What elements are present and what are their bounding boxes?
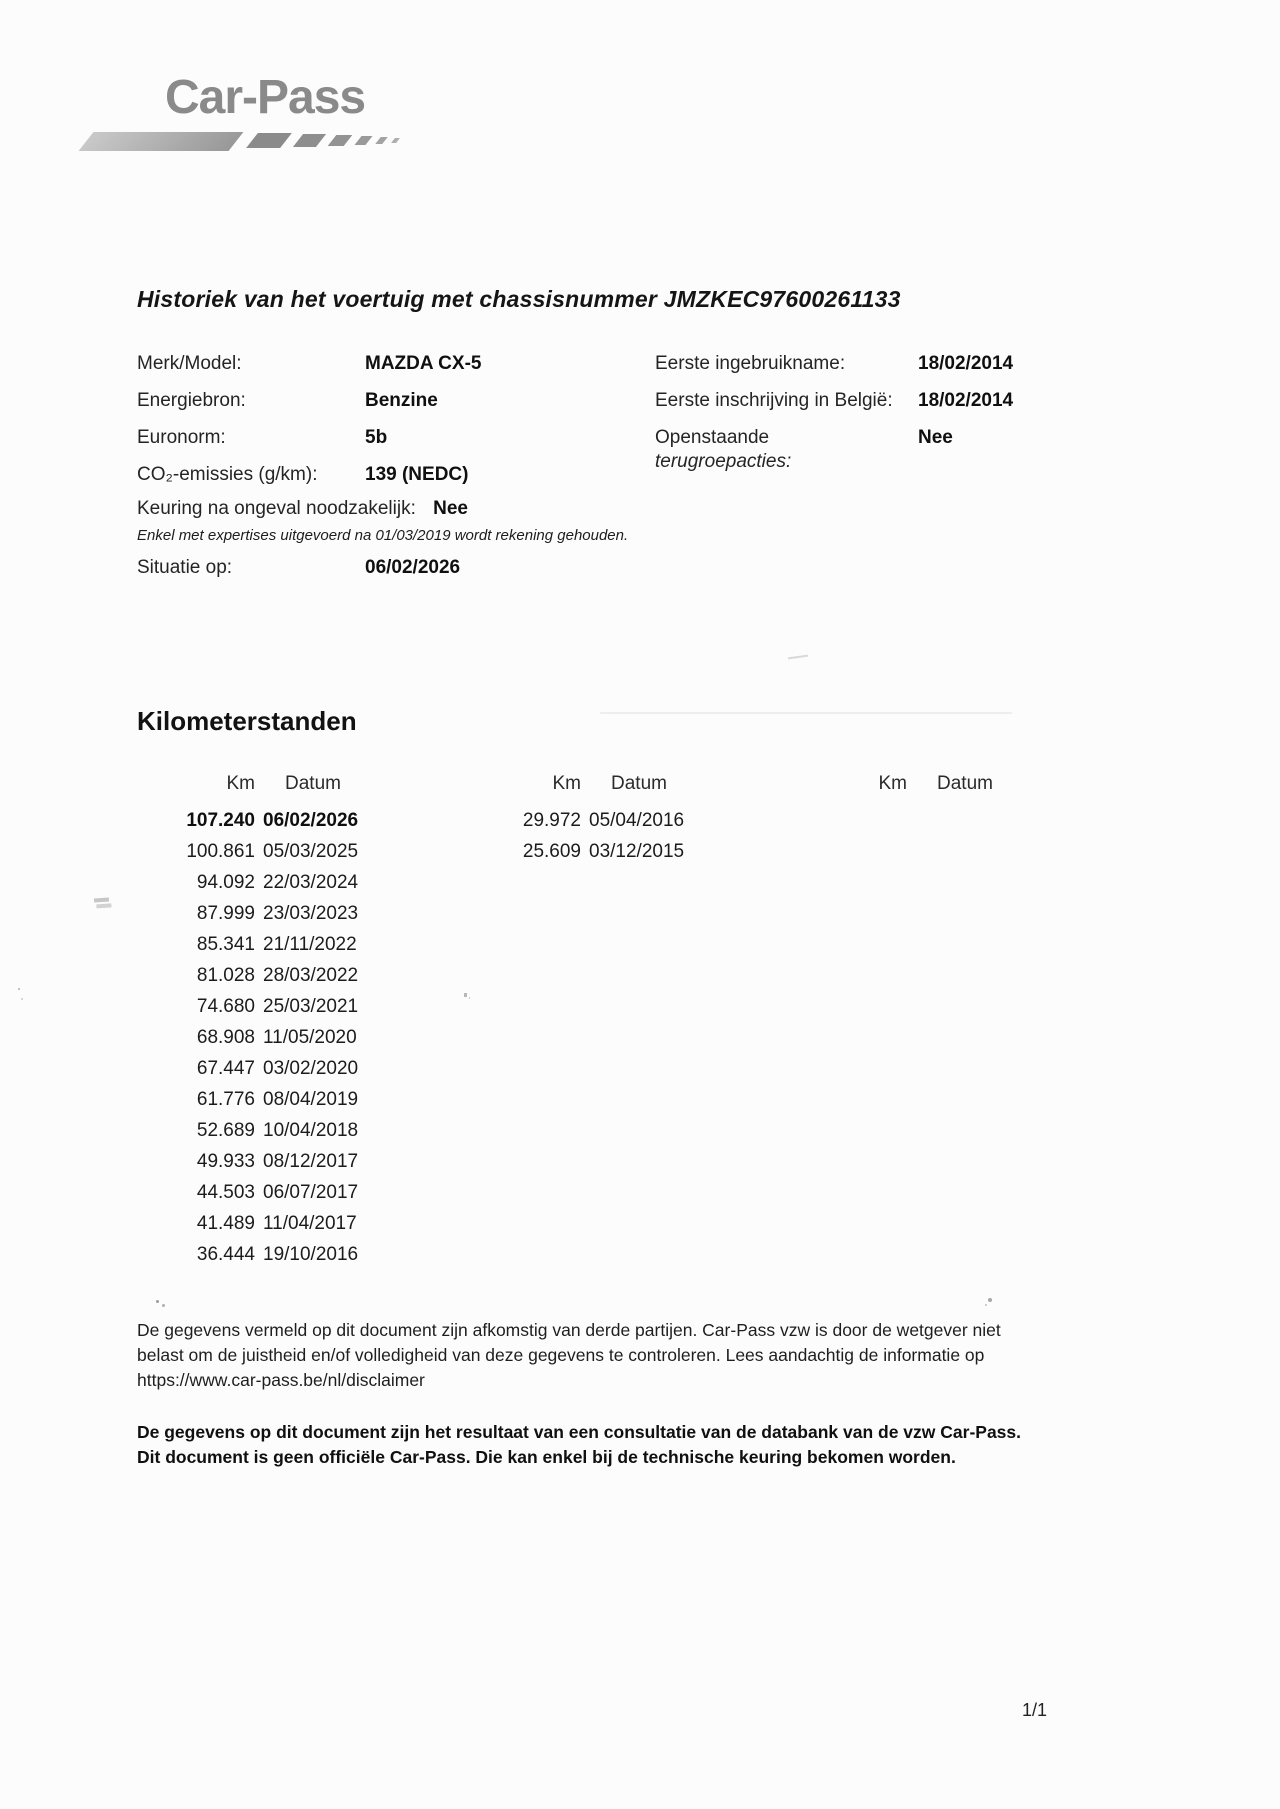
km-date: 08/04/2019	[263, 1089, 359, 1110]
carpass-swoosh-icon	[86, 132, 398, 154]
result-note-line1: De gegevens op dit document zijn het resultaat van een consultatie van de databank van de vzw Car-Pass.	[137, 1422, 1021, 1442]
km-date: 05/04/2016	[589, 810, 685, 831]
carpass-logo	[86, 70, 398, 154]
km-value: 67.447	[196, 1058, 255, 1079]
detail-row-terugroepacties	[655, 426, 1160, 474]
scan-artifact	[788, 655, 808, 660]
km-value: 41.489	[196, 1213, 255, 1234]
detail-value: Benzine	[365, 390, 438, 411]
km-header: Km	[226, 773, 255, 794]
detail-label-line2: terugroepacties:	[655, 451, 792, 472]
result-note-text	[137, 1420, 1022, 1470]
kilometerstanden-table	[137, 768, 1115, 1270]
km-rows	[463, 805, 711, 867]
details-left-column	[137, 352, 655, 500]
scan-artifact	[988, 1298, 992, 1302]
datum-header: Datum	[611, 773, 667, 794]
situatie-row	[137, 556, 460, 580]
carpass-logo-text: Car-Pass	[165, 71, 366, 124]
km-date: 19/10/2016	[263, 1244, 359, 1265]
km-row	[137, 991, 385, 1022]
km-value: 44.503	[196, 1182, 255, 1203]
km-value: 52.689	[196, 1120, 255, 1141]
detail-label: Energiebron:	[137, 390, 246, 411]
disclaimer-url: https://www.car-pass.be/nl/disclaimer	[137, 1370, 425, 1390]
km-value: 68.908	[196, 1027, 255, 1048]
detail-row-co2-emissies	[137, 463, 655, 487]
detail-value: Nee	[918, 427, 953, 448]
situatie-label: Situatie op:	[137, 557, 233, 578]
detail-label: Eerste inschrijving in België:	[655, 390, 893, 411]
km-column-2	[463, 768, 711, 1270]
km-date: 23/03/2023	[263, 903, 359, 924]
km-date: 06/07/2017	[263, 1182, 359, 1203]
detail-label: Euronorm:	[137, 427, 226, 448]
detail-value: 5b	[365, 427, 388, 448]
disclaimer-line1: De gegevens vermeld op dit document zijn afkomstig van derde partijen. Car-Pass vzw is door de wetgever niet	[137, 1320, 1001, 1340]
km-row	[137, 929, 385, 960]
km-column-headers	[463, 768, 711, 799]
km-row	[137, 1208, 385, 1239]
km-row	[137, 1022, 385, 1053]
km-date: 28/03/2022	[263, 965, 359, 986]
km-value: 107.240	[186, 810, 255, 831]
scan-artifact	[156, 1300, 159, 1303]
km-column-headers	[789, 768, 1037, 799]
disclaimer-line2: belast om de juistheid en/of volledigheid van deze gegevens te controleren. Lees aandachtig de informatie op	[137, 1345, 985, 1365]
km-row	[137, 1115, 385, 1146]
scan-artifact	[600, 712, 1012, 714]
detail-row-eerste-inschrijving	[655, 389, 1160, 413]
km-row	[137, 1239, 385, 1270]
km-value: 25.609	[522, 841, 581, 862]
km-date: 03/12/2015	[589, 841, 685, 862]
kilometerstanden-heading: Kilometerstanden	[137, 706, 357, 736]
page-number: 1/1	[1022, 1700, 1048, 1720]
datum-header: Datum	[285, 773, 341, 794]
km-row	[463, 805, 711, 836]
km-row	[137, 1053, 385, 1084]
km-rows	[137, 805, 385, 1270]
scan-artifact	[94, 897, 109, 902]
details-right-column	[655, 352, 1160, 500]
km-row	[137, 805, 385, 836]
km-header: Km	[878, 773, 907, 794]
km-row	[137, 960, 385, 991]
km-value: 85.341	[196, 934, 255, 955]
vehicle-details-section	[137, 352, 1160, 500]
km-value: 49.933	[196, 1151, 255, 1172]
datum-header: Datum	[937, 773, 993, 794]
detail-value: 18/02/2014	[918, 353, 1014, 374]
detail-value: 139 (NEDC)	[365, 464, 469, 485]
detail-value: 18/02/2014	[918, 390, 1014, 411]
keuring-note: Enkel met expertises uitgevoerd na 01/03/2019 wordt rekening gehouden.	[137, 527, 629, 544]
detail-label	[655, 426, 918, 474]
detail-label-line1: Openstaande	[655, 427, 770, 448]
km-date: 05/03/2025	[263, 841, 359, 862]
detail-label: Eerste ingebruikname:	[655, 353, 846, 374]
km-column-1	[137, 768, 385, 1270]
detail-row-eerste-ingebruikname	[655, 352, 1160, 376]
detail-row-euronorm	[137, 426, 655, 450]
detail-row-merk-model	[137, 352, 655, 376]
km-value: 29.972	[522, 810, 581, 831]
km-value: 61.776	[196, 1089, 255, 1110]
km-row	[137, 898, 385, 929]
document-title: Historiek van het voertuig met chassisnummer JMZKEC97600261133	[137, 286, 901, 312]
detail-value: MAZDA CX-5	[365, 353, 482, 374]
keuring-line	[137, 497, 628, 521]
km-date: 21/11/2022	[263, 934, 357, 955]
km-column-3	[789, 768, 1037, 1270]
detail-row-energiebron	[137, 389, 655, 413]
km-column-headers	[137, 768, 385, 799]
km-date: 22/03/2024	[263, 872, 359, 893]
km-date: 03/02/2020	[263, 1058, 359, 1079]
km-value: 87.999	[196, 903, 255, 924]
km-row	[137, 1146, 385, 1177]
km-value: 100.861	[186, 841, 255, 862]
km-date: 08/12/2017	[263, 1151, 359, 1172]
result-note-line2: Dit document is geen officiële Car-Pass. Die kan enkel bij de technische keuring bekomen worden.	[137, 1447, 956, 1467]
km-date: 11/05/2020	[263, 1027, 357, 1048]
km-date: 06/02/2026	[263, 810, 359, 831]
detail-label: CO₂-emissies (g/km):	[137, 464, 318, 485]
scan-artifact	[464, 993, 467, 997]
km-value: 36.444	[196, 1244, 255, 1265]
km-value: 74.680	[196, 996, 255, 1017]
disclaimer-text	[137, 1318, 1022, 1393]
km-value: 81.028	[196, 965, 255, 986]
km-header: Km	[552, 773, 581, 794]
keuring-row	[137, 497, 628, 548]
situatie-value: 06/02/2026	[365, 557, 461, 578]
km-value: 94.092	[196, 872, 255, 893]
keuring-label: Keuring na ongeval noodzakelijk:	[137, 498, 416, 519]
km-date: 25/03/2021	[263, 996, 359, 1017]
km-row	[137, 867, 385, 898]
km-date: 10/04/2018	[263, 1120, 359, 1141]
km-date: 11/04/2017	[263, 1213, 357, 1234]
km-row	[137, 1177, 385, 1208]
detail-label: Merk/Model:	[137, 353, 242, 374]
km-row	[137, 836, 385, 867]
km-row	[137, 1084, 385, 1115]
scan-artifact	[18, 988, 20, 990]
km-row	[463, 836, 711, 867]
keuring-value: Nee	[433, 498, 468, 519]
